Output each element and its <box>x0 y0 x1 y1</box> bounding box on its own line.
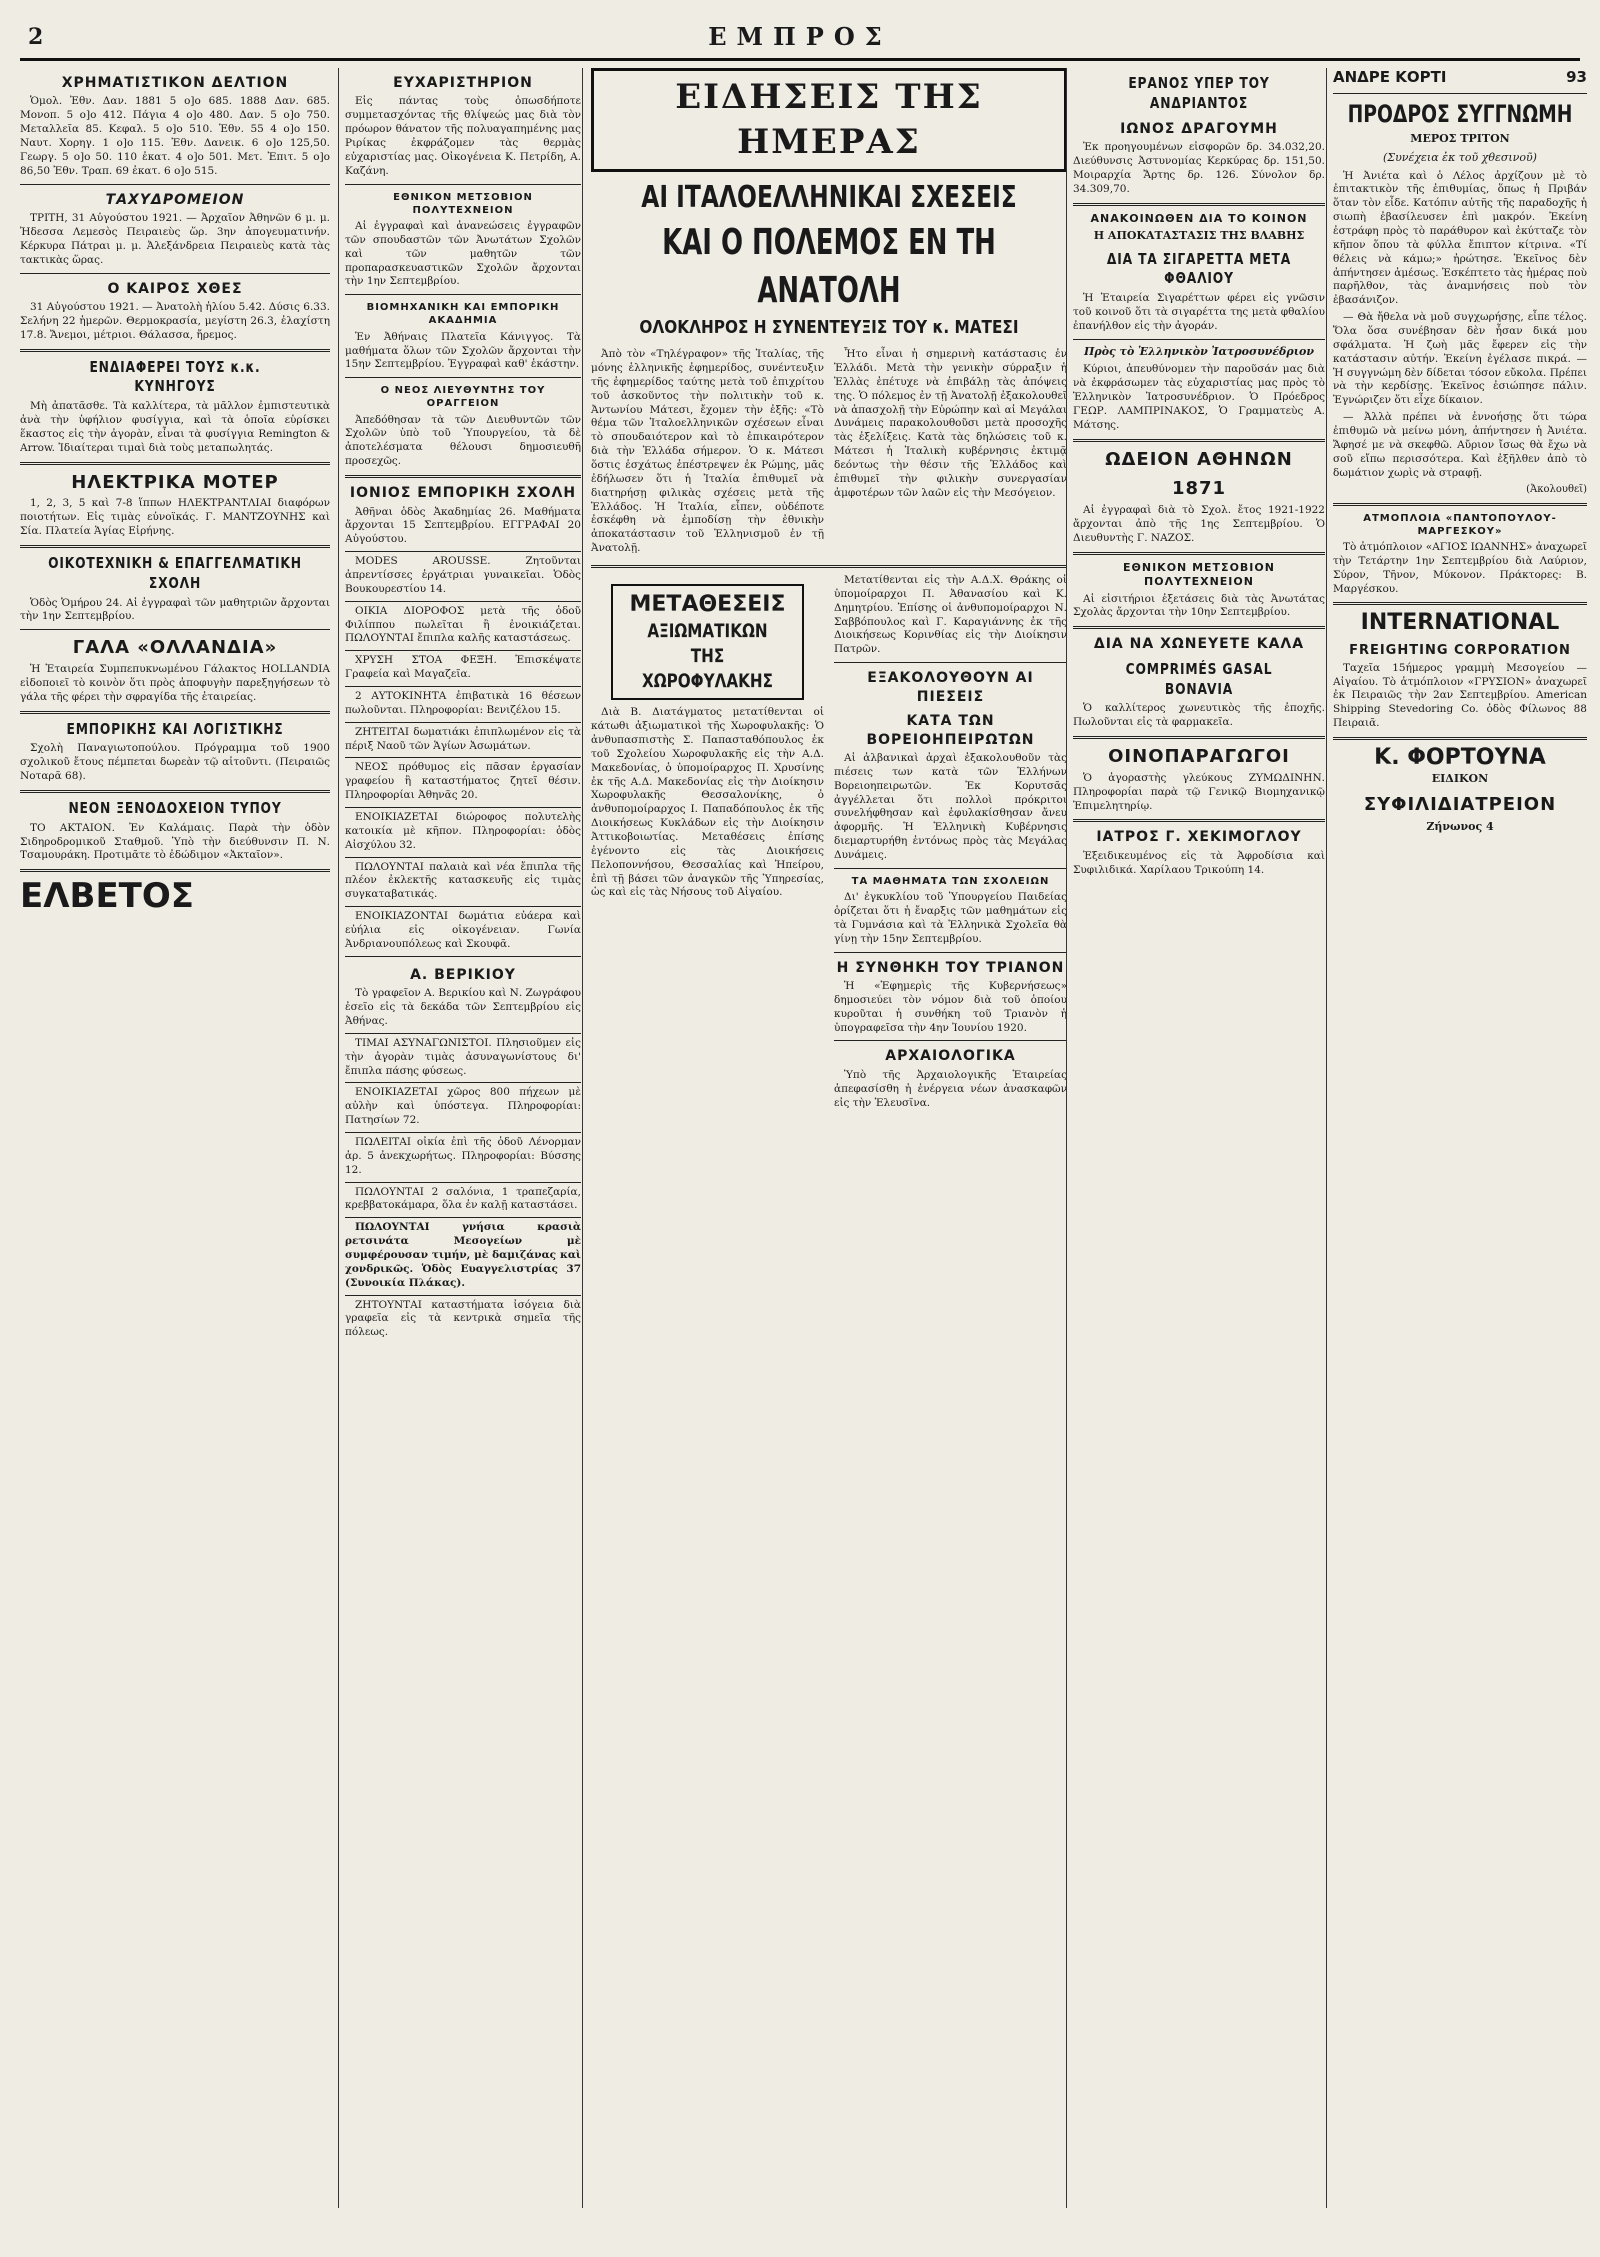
thanks-heading: ΕΥΧΑΡΙΣΤΗΡΙΟΝ <box>393 75 533 91</box>
digestion-text: Ὁ καλλίτερος χωνευτικὸς τῆς ἐποχῆς. Πωλοῦνται εἰς τὰ φαρμακεῖα. <box>1073 702 1325 729</box>
article-1-left: Ἀπὸ τὸν «Τηλέγραφον» τῆς Ἰταλίας, τῆς μόνης ἑλληνικῆς ἐφημερίδος, συνέντευξιν τῆς ἐφημερίδος ταύτης μετὰ τοῦ ἐπιχρίτου τοῦ ἀσκοῦντος τὴν πολιτικὴν τοῦ κ. Ἀντωνίου Μάτεσι, ἔχομεν τὴν ἐξῆς: «Τὸ θέμα τῶν Ἰταλοελληνικῶν σχέσεων εἶναι τὸ σπουδαιότερον καὶ τὸ ἐπικαιρότερον διὰ τὴν Ἑλλάδα σήμερον. Ὁ κ. Μάτεσι ὅστις ἐσχάτως ἐπέστρεψεν ἐκ Ρώμης, μᾶς ἐδήλωσεν ὅτι ἡ Ἰταλία ἐπιθυμεῖ νὰ διατηρήσῃ φιλικὰς σχέσεις μετὰ τῆς Ἑλλάδος. Ἡ Ἰταλία, εἶπεν, οὐδέποτε ἐσκέφθη νὰ ἐμποδίσῃ τὴν ἐθνικὴν ἀποκατάστασιν τοῦ Ἑλληνισμοῦ ἐν τῇ Ἀνατολῇ. <box>591 348 824 555</box>
column-3-main-news <box>582 68 1075 2208</box>
newspaper-title: ΕΜΠΡΟΣ <box>708 22 892 51</box>
classified-ad-12: ΕΝΟΙΚΙΑΖΕΤΑΙ χῶρος 800 πήχεων μὲ αὐλὴν καὶ ὑπόστεγα. Πληροφορίαι: Πατησίων 72. <box>345 1086 581 1127</box>
hunters-text: Μὴ ἀπατᾶσθε. Τὰ καλλίτερα, τὰ μᾶλλον ἐμπιστευτικὰ ἀνὰ τὴν ὑφήλιον φυσίγγια, καὶ τὰ ὁποῖα εὑρίσκει ἕκαστος εἰς τὴν ἀγορὰν, εἶναι τὰ φυσίγγια Remington & Arrow. Ἰδιαίτεραι τιμαὶ διὰ τοὺς μεταπωλητάς. <box>20 400 330 454</box>
pressures-text: Αἱ ἀλβανικαὶ ἀρχαὶ ἐξακολουθοῦν τὰς πιέσεις των κατὰ τῶν Ἑλλήνων Βορειοηπειρωτῶν. Ἐκ Κορυτσᾶς ἀγγέλλεται ὅτι πολλοὶ πρόκριτοι συνελήφθησαν καὶ ἐφυλακίσθησαν ἄνευ ἀφορμῆς. Ἡ Ἑλληνικὴ Κυβέρνησις διεμαρτυρήθη ἐντόνως πρὸς τὰς Μεγάλας Δυνάμεις. <box>834 752 1067 862</box>
school-lessons-heading: ΤΑ ΜΑΘΗΜΑΤΑ ΤΩΝ ΣΧΟΛΕΙΩΝ <box>851 875 1050 887</box>
classified-ad-10: Τὸ γραφεῖον Α. Βερικίου καὶ Ν. Ζωγράφου ἐσεῖο εἰς τὰ δεκάδα τῶν Σεπτεμβρίου εἰς Ἀθήνας. <box>345 987 582 1027</box>
statue-fund-subheading: ΙΩΝΟΣ ΔΡΑΓΟΥΜΗ <box>1120 120 1278 137</box>
transfers-text-2: Μετατίθενται εἰς τὴν Α.Δ.Χ. Θράκης οἱ ὑπομοίραρχοι Π. Ἀθανασίου καὶ Κ. Δημητρίου. Ἐπίσης οἱ ἀνθυπομοίραρχοι Ν. Σαββόπουλος καὶ Γ. Καραγιάννης ἐκ τῆς Διοικήσεως Κορινθίας εἰς τὴν Διοίκησιν Πατρῶν. <box>834 574 1067 656</box>
polytechnic-2-heading: ΕΘΝΙΚΟΝ ΜΕΤΣΟΒΙΟΝ ΠΟΛΥΤΕΧΝΕΙΟΝ <box>1123 560 1275 589</box>
medical-congress-text: Κύριοι, ἀπευθύνομεν τὴν παροῦσάν μας διὰ νὰ ἐκφράσωμεν τὰς εὐχαριστίας μας πρὸς τὸ Ἑλληνικὸν Ἰατροσυνέδριον. Ὁ Πρόεδρος ΓΕΩΡ. ΛΑΜΠΡΙΝΑΚΟΣ, Ὁ Γραμματεὺς Α. Μάτσης. <box>1073 363 1325 431</box>
classified-ad-14: ΠΩΛΟΥΝΤΑΙ 2 σαλόνια, 1 τραπεζαρία, κρεββατοκάμαρα, ὅλα ἐν καλῇ καταστάσει. <box>345 1185 581 1212</box>
hotel-heading: ΝΕΟΝ ΞΕΝΟΔΟΧΕΙΟΝ ΤΥΠΟΥ <box>68 798 282 817</box>
archaeology-heading: ΑΡΧΑΙΟΛΟΓΙΚΑ <box>885 1048 1016 1065</box>
verikiou-heading: Α. ΒΕΡΙΚΙΟΥ <box>410 966 516 983</box>
fortouna-address: Ζήνωνος 4 <box>1426 819 1494 833</box>
column-4 <box>1066 68 1331 2208</box>
trianon-text: Ἡ «Ἐφημερὶς τῆς Κυβερνήσεως» δημοσιεύει τὸν νόμον διὰ τοῦ ὁποίου κυροῦται ἡ συνθήκη τοῦ Τριανὸν ἡ ὑπογραφεῖσα τὴν 4ην Ἰουνίου 1920. <box>834 980 1067 1034</box>
transfers-subheading: ΑΞΙΩΜΑΤΙΚΩΝ ΤΗΣ ΧΩΡΟΦΥΛΑΚΗΣ <box>641 620 774 693</box>
elvetos-ad: ΕΛΒΕΤΟΣ <box>20 876 195 917</box>
fortouna-clinic: ΣΥΦΙΛΙΔΙΑΤΡΕΙΟΝ <box>1363 793 1557 815</box>
academy-heading: ΒΙΟΜΗΧΑΝΙΚΗ ΚΑΙ ΕΜΠΟΡΙΚΗ ΑΚΑΔΗΜΙΑ <box>366 302 560 327</box>
archaeology-text: Ὑπὸ τῆς Ἀρχαιολογικῆς Ἑταιρείας ἀπεφασίσθη ἡ ἐνέργεια νέων ἀνασκαφῶν εἰς τὴν Ἐλευσῖνα. <box>834 1068 1067 1109</box>
doctor-heading: ΙΑΤΡΟΣ Γ. ΧΕΚΙΜΟΓΛΟΥ <box>1096 829 1302 846</box>
serial-part: ΜΕΡΟΣ ΤΡΙΤΟΝ <box>1410 132 1510 146</box>
freighting-heading: FREIGHTING CORPORATION <box>1349 642 1571 658</box>
classified-ad-4: 2 ΑΥΤΟΚΙΝΗΤΑ ἐπιβατικὰ 16 θέσεων πωλοῦνται. Πληροφορίαι: Βενιζέλου 15. <box>345 689 581 716</box>
post-office-heading: ΤΑΧΥΔΡΟΜΕΙΟΝ <box>105 191 245 208</box>
school-lessons-text: Δι' ἐγκυκλίου τοῦ Ὑπουργείου Παιδείας ὁρίζεται ὅτι ἡ ἔναρξις τῶν μαθημάτων εἰς τὰ Γυμνάσια καὶ τὰ Ἑλληνικὰ Σχολεῖα θὰ γίνῃ τὴν 15ην Σεπτεμβρίου. <box>834 891 1067 945</box>
electric-motors-heading: ΗΛΕΚΤΡΙΚΑ ΜΟΤΕΡ <box>71 471 279 493</box>
steamship-heading: ΑΤΜΟΠΛΟΙΑ «ΠΑΝΤΟΠΟΥΛΟΥ-ΜΑΡΓΕΣΚΟΥ» <box>1363 512 1557 537</box>
classified-ad-15: ΠΩΛΟΥΝΤΑΙ γνήσια κρασιὰ ρετσινάτα Μεσογείων μὲ συμφέρουσαν τιμήν, μὲ δαμιζάνας καὶ χονδρικῶς. Ὁδὸς Ευαγγελιστρίας 37 (Συνοικία Πλάκας). <box>345 1221 581 1289</box>
digestion-heading: ΔΙΑ ΝΑ ΧΩΝΕΥΕΤΕ ΚΑΛΑ <box>1093 636 1305 653</box>
news-of-the-day-banner: ΕΙΔΗΣΕΙΣ ΤΗΣ ΗΜΕΡΑΣ <box>591 68 1067 172</box>
page-number: 2 <box>28 24 44 50</box>
column-1 <box>20 68 336 2208</box>
classified-ad-5: ΖΗΤΕΙΤΑΙ δωματιάκι ἐπιπλωμένον εἰς τὰ πέριξ Ναοῦ τῶν Ἁγίων Ἀσωμάτων. <box>345 725 581 752</box>
international-heading: INTERNATIONAL <box>1360 610 1560 636</box>
odeon-year: 1871 <box>1171 478 1227 500</box>
new-director-text: Ἀπεδόθησαν τὰ τῶν Διευθυντῶν τῶν Σχολῶν ὑπὸ τοῦ Ὑπουργείου, τὰ δὲ ἀποτελέσματα θέλουσι δημοσιευθῆ προσεχῶς. <box>345 413 581 468</box>
polytechnic-heading: ΕΘΝΙΚΟΝ ΜΕΤΣΟΒΙΟΝ ΠΟΛΥΤΕΧΝΕΙΟΝ <box>393 191 533 216</box>
doctor-text: Ἐξειδικευμένος εἰς τὰ Ἀφροδίσια καὶ Συφιλιδικά. Χαρίλαου Τρικούπη 14. <box>1073 849 1325 876</box>
post-office-text: ΤΡΙΤΗ, 31 Αὐγούστου 1921. — Ἀρχαῖον Ἀθηνῶν 6 μ. μ. Ἠδεσσα Λεμεσὸς Πειραιεὺς ὥρ. 3ην ἀπογευματινήν. Κέρκυρα Πάτραι μ. μ. Ἀλεξάνδρεια Πειραιεὺς κατὰ τὰς τακτικὰς ὥρας. <box>20 212 330 266</box>
classified-ad-1: MODES AROUSSE. Ζητοῦνται ἀπρεντίσσες ἐργάτριαι γυναικεῖαι. Ὁδὸς Βουκουρεστίου 14. <box>345 555 581 595</box>
newspaper-page <box>20 18 1587 2218</box>
classified-ad-13: ΠΩΛΕΙΤΑΙ οἰκία ἐπὶ τῆς ὁδοῦ Λένορμαν ἀρ. 5 ἀνεκχωρήτως. Πληροφορίαι: Βύσσης 12. <box>345 1135 581 1176</box>
thanks-text: Εἰς πάντας τοὺς ὁπωσδήποτε συμμετασχόντας τῆς θλίψεώς μας διὰ τὸν πρόωρον θάνατον τῆς πολυαγαπημένης μας Ριρίκας ἐκφράζομεν τὰς θερμὰς εὐχαριστίας μας. Οἰκογένεια Κ. Πετρίδη, Α. Καζάνη. <box>345 95 581 177</box>
weather-heading: Ο ΚΑΙΡΟΣ ΧΘΕΣ <box>107 280 243 297</box>
classified-ad-3: ΧΡΥΣΗ ΣΤΟΑ ΦΕΞΗ. Ἐπισκέψατε Γραφεία καὶ Μαγαζεῖα. <box>345 654 581 681</box>
transfers-heading: ΜΕΤΑΘΕΣΕΙΣ <box>629 592 786 618</box>
headline-1: ΑΙ ΙΤΑΛΟΕΛΛΗΝΙΚΑΙ ΣΧΕΣΕΙΣ <box>641 179 1017 215</box>
cigarettes-text: Ἡ Ἐταιρεία Σιγαρέττων φέρει εἰς γνῶσιν τοῦ κοινοῦ ὅτι τὰ σιγαρέττα της μετὰ φθαλίου ἐπανήλθον εἰς τὴν ἀγοράν. <box>1073 292 1325 332</box>
weather-text: 31 Αὐγούστου 1921. — Ἀνατολὴ ἡλίου 5.42. Δύσις 6.33. Σελήνη 22 ἡμερῶν. Θερμοκρασία, μεγίστη 26.3, ἐλαχίστη 17.8. Ἄνεμοι, μέτριοι. Θάλασσα, ἤρεμος. <box>20 301 330 341</box>
classified-ad-2: ΟΙΚΙΑ ΔΙΟΡΟΦΟΣ μετὰ τῆς ὁδοῦ Φιλίππου πωλεῖται ἢ ἐνοικιάζεται. ΠΩΛΟΥΝΤΑΙ ἔπιπλα καλῆς καταστάσεως. <box>345 604 581 645</box>
odeon-text: Αἱ ἐγγραφαὶ διὰ τὸ Σχολ. ἔτος 1921-1922 ἄρχονται ἀπὸ τῆς 1ης Σεπτεμβρίου. Ὁ Διευθυντὴς Γ. ΝΑΖΟΣ. <box>1073 504 1325 544</box>
transfers-heading-box <box>611 584 804 700</box>
article-1-right: Ἦτο εἶναι ἡ σημερινὴ κατάστασις ἐν Ἑλλάδι. Μετὰ τὴν γενικὴν σύρραξιν ἡ Ἑλλὰς ἐπέτυχε νὰ ἐπιβάλῃ τὰς ἀπόψεις της. Ὁ πόλεμος ἐν τῇ Ἀνατολῇ ἐξακολουθεῖ νὰ ἀπασχολῇ τὴν Εὐρώπην καὶ αἱ Μεγάλαι Δυνάμεις παρακολουθοῦσι μετὰ προσοχῆς τὰς ἐξελίξεις. Κατὰ τὰς δηλώσεις τοῦ κ. Μάτεσι ἡ Ἰταλικὴ κυβέρνησις ἐκτιμᾷ δεόντως τὴν θέσιν τῆς Ἑλλάδος καὶ ἐπιθυμεῖ τὴν φιλικὴν συνεργασίαν ἀμφοτέρων τῶν λαῶν εἰς τὴν Μεσόγειον. <box>834 348 1067 499</box>
academy-text: Ἐν Ἀθήναις Πλατεῖα Κάνιγγος. Τὰ μαθήματα ὅλων τῶν Σχολῶν ἄρχονται τὴν 15ην Σεπτεμβρίου. Ἐγγραφαὶ καθ' ἑκάστην. <box>345 330 581 371</box>
classified-ad-16: ΖΗΤΟΥΝΤΑΙ καταστήματα ἰσόγεια διὰ γραφεῖα εἰς τὰ κεντρικὰ σημεῖα τῆς πόλεως. <box>345 1298 581 1339</box>
headline-2: ΚΑΙ Ο ΠΟΛΕΜΟΣ ΕΝ ΤΗ ΑΝΑΤΟΛΗ <box>662 222 996 311</box>
classified-ad-8: ΠΩΛΟΥΝΤΑΙ παλαιὰ καὶ νέα ἔπιπλα τῆς πλέον ἐκλεκτῆς κατασκευῆς εἰς τιμὰς συγκαταβατικάς. <box>345 860 581 901</box>
column-5 <box>1326 68 1587 2208</box>
stock-bulletin-text: Ὁμολ. Ἐθν. Δαν. 1881 5 ο]ο 685. 1888 Δαν. 685. Μονοπ. 5 ο]ο 412. Πάγια 4 ο]ο 480. Δαν. 5 ο]ο 750. Μεταλλεῖα 85. Κεφαλ. 5 ο]ο 510. Ἐθν. 55 4 ο]ο 150. Ναυτ. Χορηγ. 1 ο]ο 115. Ἐθν. Δανεικ. 6 ο]ο 125,50. Γεωργ. 5 ο]ο 50. 110 ἐκατ. 4 ο]ο 501. Μετ. Ἐπιτ. 5 ο]ο 86,50 Ἐθν. Τραπ. 69 ἐκατ. 6 ο]ο 515. <box>20 95 330 177</box>
odeon-heading: ΩΔΕΙΟΝ ΑΘΗΝΩΝ <box>1105 448 1293 470</box>
masthead <box>20 18 1580 61</box>
serial-title: ΠΡΟΔΡΟΣ ΣΥΓΓΝΩΜΗ <box>1347 99 1573 128</box>
classified-ad-7: ΕΝΟΙΚΙΑΖΕΤΑΙ διώροφος πολυτελὴς κατοικία μὲ κῆπον. Πληροφορίαι: ὁδὸς Αἰσχύλου 32. <box>345 811 581 851</box>
cigarettes-heading: ΔΙΑ ΤΑ ΣΙΓΑΡΕΤΤΑ ΜΕΤΑ ΦΘΑΛΙΟΥ <box>1106 249 1292 288</box>
hotel-text: ΤΟ ΑΚΤΑΙΟΝ. Ἐν Καλάμαις. Παρὰ τὴν ὁδὸν Σιδηροδρομικοῦ Σταθμοῦ. Ὑπὸ τὴν διεύθυνσιν Π. Ν. Τσαμουράκη. Προτιμᾶτε τὸ ἐδώδιμον «Ἀκταῖον». <box>20 821 330 862</box>
digestion-product: COMPRIMÉS GASAL BONAVIA <box>1125 659 1273 698</box>
fortouna-special: ΕΙΔΙΚΟΝ <box>1431 772 1489 786</box>
medical-congress-heading: Πρὸς τὸ Ἑλληνικὸν Ἰατροσυνέδριον <box>1083 344 1314 358</box>
pressures-heading: ΕΞΑΚΟΛΟΥΘΟΥΝ ΑΙ ΠΙΕΣΕΙΣ <box>867 670 1034 705</box>
serial-continued: (Συνέχεια ἐκ τοῦ χθεσινοῦ) <box>1383 150 1537 164</box>
announcement-subheading: Η ΑΠΟΚΑΤΑΣΤΑΣΙΣ ΤΗΣ ΒΛΑΒΗΣ <box>1093 229 1305 243</box>
vocational-school-heading: ΟΙΚΟΤΕΧΝΙΚΗ & ΕΠΑΓΓΕΛΜΑΤΙΚΗ ΣΧΟΛΗ <box>48 553 302 592</box>
classified-ad-11: ΤΙΜΑΙ ΑΣΥΝΑΓΩΝΙΣΤΟΙ. Πλησιοῦμεν εἰς τὴν ἀγορὰν τιμὰς ἀσυναγωνίστους δι' ἔπιπλα πάσης φύσεως. <box>345 1036 581 1077</box>
stock-bulletin-heading: ΧΡΗΜΑΤΙΣΤΙΚΟΝ ΔΕΛΤΙΟΝ <box>61 75 289 91</box>
new-director-heading: Ο ΝΕΟΣ ΛΙΕΥΘΥΝΤΗΣ ΤΟΥ ΟΡΑΓΓΕΙΟΝ <box>380 385 546 410</box>
statue-fund-text: Ἐκ προηγουμένων εἰσφορῶν δρ. 34.032,20. Διεύθυνσις Ἀστυνομίας Κερκύρας δρ. 151,50. Μοιραρχία Ἄρτης δρ. 126. Σύνολον δρ. 34.309,70. <box>1073 141 1325 195</box>
vocational-school-text: Ὁδὸς Ὁμήρου 24. Αἱ ἐγγραφαὶ τῶν μαθητριῶν ἄρχονται τὴν 1ην Σεπτεμβρίου. <box>20 596 330 623</box>
trianon-heading: Η ΣΥΝΘΗΚΗ ΤΟΥ ΤΡΙΑΝΟΝ <box>836 959 1065 976</box>
serial-author <box>1333 68 1587 88</box>
serial-text-3: — Ἀλλὰ πρέπει νὰ ἐννοήσῃς ὅτι τώρα ἐπιθυμῶ νὰ μείνω μόνη, ἀπήντησεν ἡ Ἀνιέτα. Ἄφησέ με νὰ σκεφθῶ. Αὔριον ἴσως θὰ ἔχω νὰ σοῦ εἴπω περισσότερα. Καὶ ἐξῆλθεν ἀπὸ τὸ δωμάτιον χωρὶς νὰ στραφῇ. <box>1333 411 1587 479</box>
hollandia-heading: ΓΑΛΑ «ΟΛΛΑΝΔΙΑ» <box>72 637 278 659</box>
winemakers-heading: ΟΙΝΟΠΑΡΑΓΩΓΟΙ <box>1108 746 1290 768</box>
ionian-school-heading: ΙΟΝΙΟΣ ΕΜΠΟΡΙΚΗ ΣΧΟΛΗ <box>349 485 577 502</box>
commercial-school-heading: ΕΜΠΟΡΙΚΗΣ ΚΑΙ ΛΟΓΙΣΤΙΚΗΣ <box>66 719 284 738</box>
winemakers-text: Ὁ ἀγοραστὴς γλεύκους ΖΥΜΩΔΙΝΗΝ. Πληροφορίαι παρὰ τῷ Γενικῷ Βιομηχανικῷ Ἐπιμελητηρίῳ. <box>1073 771 1325 812</box>
transfers-text: Διὰ Β. Διατάγματος μετατίθενται οἱ κάτωθι ἀξιωματικοὶ τῆς Χωροφυλακῆς: Ὁ ἀνθυπασπιστὴς Σ. Παπασταθόπουλος ἐκ τοῦ Σχολείου Χωροφυλακῆς εἰς τὴν Α.Δ. Μακεδονίας, ὁ ὑπομοίραρχος Π. Χρυσίνης ἐκ τῆς Α.Δ. Μακεδονίας εἰς τὴν Διοίκησιν Χωροφυλακῆς Θεσσαλονίκης, ὁ ἀνθυπομοίραρχος Ι. Παπαδόπουλος ἐκ τῆς Διοικήσεως Κυκλάδων εἰς τὴν Διοίκησιν Ἀττικοβοιωτίας. Μεταθέσεις ἐπίσης ἐγένοντο εἰς τὰς Διοικήσεις Πελοποννήσου, Θεσσαλίας καὶ Ἠπείρου, ἐπὶ τῇ βάσει τῶν ἀναγκῶν τῆς Ὑπηρεσίας, ὡς καὶ εἰς τὰς Νήσους τοῦ Αἰγαίου. <box>591 706 824 899</box>
classified-ad-9: ΕΝΟΙΚΙΑΖΟΝΤΑΙ δωμάτια εὐάερα καὶ εὐήλια εἰς οἰκογένειαν. Γωνία Ἀνδριανουπόλεως καὶ Σκουφᾶ. <box>345 910 581 950</box>
fortouna-heading: Κ. ΦΟΡΤΟΥΝΑ <box>1374 745 1546 771</box>
serial-author-name: ΑΝΔΡΕ ΚΟΡΤΙ <box>1333 68 1447 86</box>
serial-text-1: Ἡ Ἀνιέτα καὶ ὁ Λέλος ἀρχίζουν μὲ τὸ ἐπιτακτικὸν τῆς ἐπιθυμίας, ὅπως ἡ Πριβάν ὅταν τὸν εἶδε. Κατόπιν αὐτῆς τῆς παραδοχῆς ἡ σιωπὴ ἐβασίλευσεν ἐπὶ μακρόν. Ἐκείνη ἐστράφη πρὸς τὸ παράθυρον καὶ ἐκύτταζε τὸν κῆπον ὅπου τὰ φύλλα ἔπιπτον κίτρινα. «Τί θέλεις νὰ κάμω;» ἠρώτησε. Ἐκεῖνος δὲν ἀπήντησεν ἀμέσως. Ἐσκέπτετο τὰς ἡμέρας ποὺ παρῆλθον, τὰς ἀναμνήσεις ποὺ τὸν ἐβασάνιζον. <box>1333 169 1587 307</box>
electric-motors-text: 1, 2, 3, 5 καὶ 7-8 ἵππων ΗΛΕΚΤΡΑΝΤΛΙΑΙ διαφόρων ποιοτήτων. Εἰς τιμὰς εὐνοϊκάς. Γ. ΜΑΝΤΖΟΥΝΗΣ καὶ Σία. Πλατεία Ἁγίας Εἰρήνης. <box>20 497 330 538</box>
steamship-text: Τὸ ἀτμόπλοιον «ΑΓΙΟΣ ΙΩΑΝΝΗΣ» ἀναχωρεῖ τὴν Τετάρτην 1ην Σεπτεμβρίου διὰ Λαύριον, Σύρον, Τῆνον, Μύκονον. Πράκτορες: Β. Μαργέσκου. <box>1333 540 1587 595</box>
serial-to-be-continued: (Ἀκολουθεῖ) <box>1526 484 1587 496</box>
headline-3: ΟΛΟΚΛΗΡΟΣ Η ΣΥΝΕΝΤΕΥΞΙΣ ΤΟΥ κ. ΜΑΤΕΣΙ <box>639 317 1019 339</box>
polytechnic-2-text: Αἱ εἰσιτήριοι ἐξετάσεις διὰ τὰς Ἀνωτάτας Σχολὰς ἄρχονται τὴν 10ην Σεπτεμβρίου. <box>1073 592 1325 619</box>
pressures-subheading: ΚΑΤΑ ΤΩΝ ΒΟΡΕΙΟΗΠΕΙΡΩΤΩΝ <box>866 713 1035 748</box>
classified-ad-6: ΝΕΟΣ πρόθυμος εἰς πᾶσαν ἐργασίαν γραφείου ἢ καταστήματος ζητεῖ θέσιν. Πληροφορίαι Ἀθηνᾶς 20. <box>345 761 581 802</box>
hollandia-text: Ἡ Ἑταιρεία Συμπεπυκνωμένου Γάλακτος HOLLANDIA εἰδοποιεῖ τὸ κοινὸν ὅτι πρὸς ἀποφυγὴν παρεξηγήσεων τὸ γάλα τῆς φέρει τὴν σφραγίδα τῆς ἐταιρείας. <box>20 663 330 703</box>
announcement-heading: ΑΝΑΚΟΙΝΩΘΕΝ ΔΙΑ ΤΟ ΚΟΙΝΟΝ <box>1090 211 1308 225</box>
freighting-text: Ταχεῖα 15ήμερος γραμμὴ Μεσογείου — Αἰγαίου. Τὸ ἀτμόπλοιον «ΓΡΥΣΙΟΝ» ἀναχωρεῖ ἐκ Πειραιῶς τὴν 2αν Σεπτεμβρίου. American Shipping Stevedoring Co. ὁδὸς Φίλωνος 88 Πειραιᾶ. <box>1333 661 1587 730</box>
serial-text-2: — Θὰ ἤθελα νὰ μοῦ συγχωρήσῃς, εἶπε τέλος. Ὅλα ὅσα συνέβησαν δὲν ἦσαν δικά μου σφάλματα. Ἡ ζωὴ μᾶς ἔφερεν εἰς τὴν κατάστασιν αὐτήν. Ἐκείνη ἐγέλασε πικρά. — Ἡ συγγνώμη δὲν δίδεται τόσον εὔκολα. Πρέπει νὰ τὴν κερδίσῃς. Ἐκεῖνος ἐσιώπησε πάλιν. Ἐγνώριζεν ὅτι εἶχε δίκαιον. <box>1333 311 1587 407</box>
statue-fund-heading: ΕΡΑΝΟΣ ΥΠΕΡ ΤΟΥ ΑΝΔΡΙΑΝΤΟΣ <box>1128 74 1270 112</box>
hunters-heading: ΕΝΔΙΑΦΕΡΕΙ ΤΟΥΣ κ.κ. ΚΥΝΗΓΟΥΣ <box>89 357 261 396</box>
serial-number: 93 <box>1566 68 1587 86</box>
commercial-school-text: Σχολὴ Παναγιωτοπούλου. Πρόγραμμα τοῦ 1900 σχολικοῦ ἔτους πέμπεται δωρεὰν τῷ αἰτοῦντι. (Πειραιῶς Νοταρᾶ 68). <box>20 742 330 783</box>
polytechnic-text: Αἱ ἐγγραφαὶ καὶ ἀνανεώσεις ἐγγραφῶν τῶν σπουδαστῶν τῶν Ἀνωτάτων Σχολῶν καὶ τῶν μαθητῶν τῶν προπαρασκευαστικῶν Σχολῶν ἄρχονται τὴν 1ην Σεπτεμβρίου. <box>345 220 581 288</box>
ionian-school-text: Ἀθῆναι ὁδὸς Ἀκαδημίας 26. Μαθήματα ἄρχονται 15 Σεπτεμβρίου. ΕΓΓΡΑΦΑΙ 20 Αὐγούστου. <box>345 505 581 546</box>
column-2 <box>338 68 587 2208</box>
